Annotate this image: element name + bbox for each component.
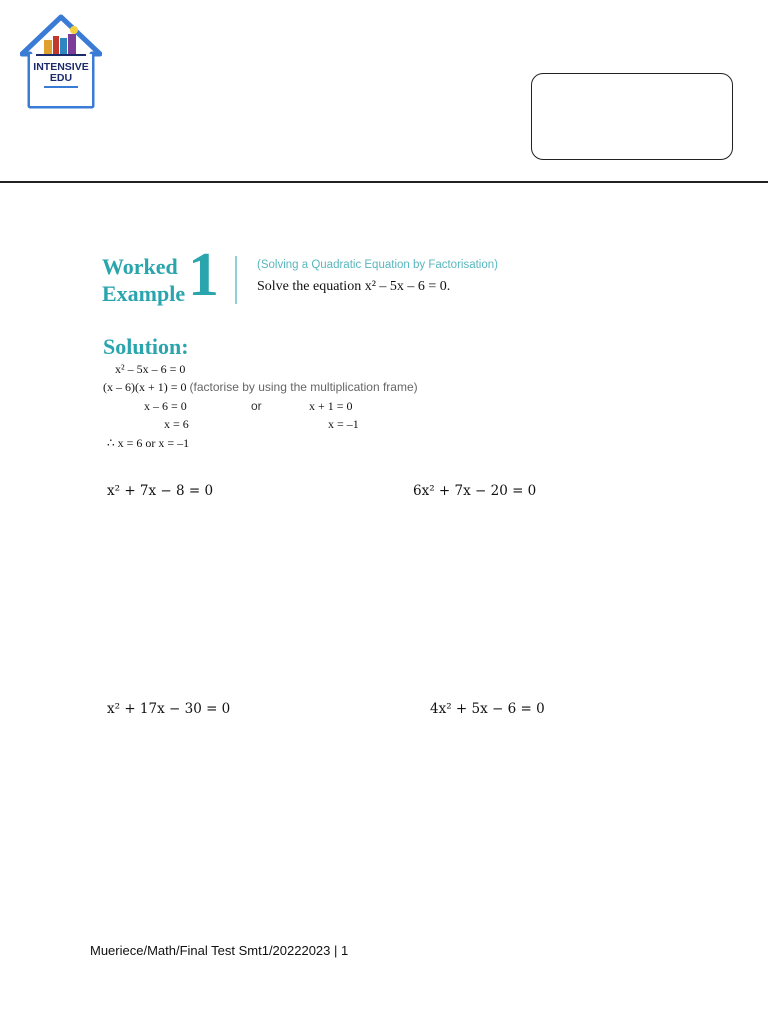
solution-factored-equation: (x – 6)(x + 1) = 0 <box>103 380 187 394</box>
house-logo-icon <box>20 14 102 110</box>
intensive-edu-logo <box>20 14 102 110</box>
worked-example-number: 1 <box>188 241 219 309</box>
logo-text-line2: EDU <box>49 72 73 84</box>
solution-line-5: ∴ x = 6 or x = –1 <box>107 436 190 450</box>
exercise-1-equation: x² + 7x − 8 = 0 <box>107 483 214 499</box>
exercise-3-equation: x² + 17x − 30 = 0 <box>107 701 231 717</box>
page-footer: Mueriece/Math/Final Test Smt1/20222023 | 1 <box>90 943 349 958</box>
worked-example-divider <box>235 256 237 304</box>
solution-line-3-right: x + 1 = 0 <box>309 399 353 413</box>
solution-line-1: x² – 5x – 6 = 0 <box>115 362 186 376</box>
worked-example-label-example: Example <box>102 281 186 306</box>
score-box <box>531 73 733 160</box>
solution-heading: Solution: <box>103 334 189 359</box>
solution-line-4-left: x = 6 <box>164 417 189 431</box>
solution-line-2 <box>103 380 418 395</box>
logo-text-line1: INTENSIVE <box>33 61 89 73</box>
header-divider <box>0 181 768 183</box>
solution-line-4-right: x = –1 <box>328 417 359 431</box>
solution-note: (factorise by using the multiplication frame) <box>189 380 418 394</box>
solution-line-3-left: x – 6 = 0 <box>144 399 187 413</box>
solution-or-word: or <box>251 399 262 413</box>
worked-example-label-worked: Worked <box>102 254 178 279</box>
exercise-2-equation: 6x² + 7x − 20 = 0 <box>413 483 537 499</box>
worked-example-subtitle: (Solving a Quadratic Equation by Factorisation) <box>257 259 498 271</box>
worked-example-question: Solve the equation x² – 5x – 6 = 0. <box>257 279 451 294</box>
exercise-4-equation: 4x² + 5x − 6 = 0 <box>430 701 545 717</box>
